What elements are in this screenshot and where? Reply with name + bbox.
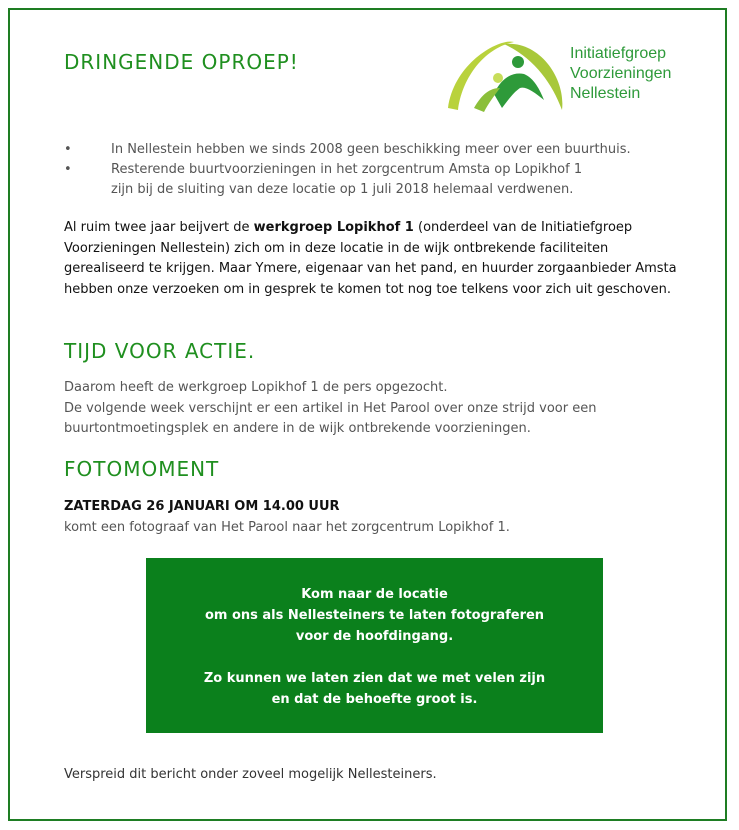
callout-line-3: voor de hoofdingang. xyxy=(295,629,454,644)
logo xyxy=(444,38,694,118)
logo-text xyxy=(570,44,671,104)
photo-heading: FOTOMOMENT xyxy=(64,457,220,481)
intro-bold: werkgroep Lopikhof 1 xyxy=(253,220,414,235)
list-item xyxy=(64,160,684,200)
bullet-1-line-1: In Nellestein hebben we sinds 2008 geen beschikking meer over een buurthuis. xyxy=(111,142,631,157)
bullet-2-line-2: zijn bij de sluiting van deze locatie op 1 juli 2018 helemaal verdwenen. xyxy=(111,182,574,197)
bullet-2-line-1: Resterende buurtvoorzieningen in het zorgcentrum Amsta op Lopikhof 1 xyxy=(111,162,583,177)
action-line-3: buurtontmoetingsplek en andere in de wijk ontbrekende voorzieningen. xyxy=(64,421,531,436)
logo-line-2: Voorzieningen xyxy=(570,65,672,82)
callout-line-4: Zo kunnen we laten zien dat we met velen zijn xyxy=(203,671,546,686)
photo-date: ZATERDAG 26 JANUARI OM 14.00 UUR xyxy=(64,499,340,514)
list-item xyxy=(64,140,684,160)
action-heading: TIJD VOOR ACTIE. xyxy=(64,339,256,363)
logo-graphic-icon xyxy=(444,38,568,118)
action-line-2: De volgende week verschijnt er een artikel in Het Parool over onze strijd voor een xyxy=(64,400,597,416)
bullet-icon: • xyxy=(64,162,72,177)
bullet-list xyxy=(64,140,684,200)
main-heading: DRINGENDE OPROEP! xyxy=(64,50,299,74)
callout-line-2: om ons als Nellesteiners te laten fotograferen xyxy=(204,608,545,623)
intro-prefix: Al ruim twee jaar beijvert de xyxy=(64,220,254,235)
callout-box xyxy=(146,558,603,733)
photo-paragraph xyxy=(64,497,684,538)
action-paragraph xyxy=(64,378,684,440)
logo-line-3: Nellestein xyxy=(570,85,641,102)
callout-line-1: Kom naar de locatie xyxy=(301,587,448,602)
logo-line-1: Initiatiefgroep xyxy=(570,45,667,62)
callout-line-5: en dat de behoefte groot is. xyxy=(271,692,478,707)
action-line-1: Daarom heeft de werkgroep Lopikhof 1 de pers opgezocht. xyxy=(64,380,448,395)
intro-paragraph xyxy=(64,218,684,300)
photo-line-2: komt een fotograaf van Het Parool naar het zorgcentrum Lopikhof 1. xyxy=(64,519,510,535)
closing-paragraph: Verspreid dit bericht onder zoveel mogelijk Nellesteiners. xyxy=(64,767,437,782)
bullet-icon: • xyxy=(64,142,72,157)
intro-suffix: (onderdeel van de Initiatiefgroep Voorzieningen Nellestein) zich om in deze locatie in de wijk ontbrekende faciliteiten gerealiseerd te krijgen. Maar Ymere, eigenaar van het pand, en huurder zorgaanbieder Amsta hebben onze verzoeken om in gesprek te komen tot nog toe telkens voor zich uit geschoven. xyxy=(64,220,677,297)
